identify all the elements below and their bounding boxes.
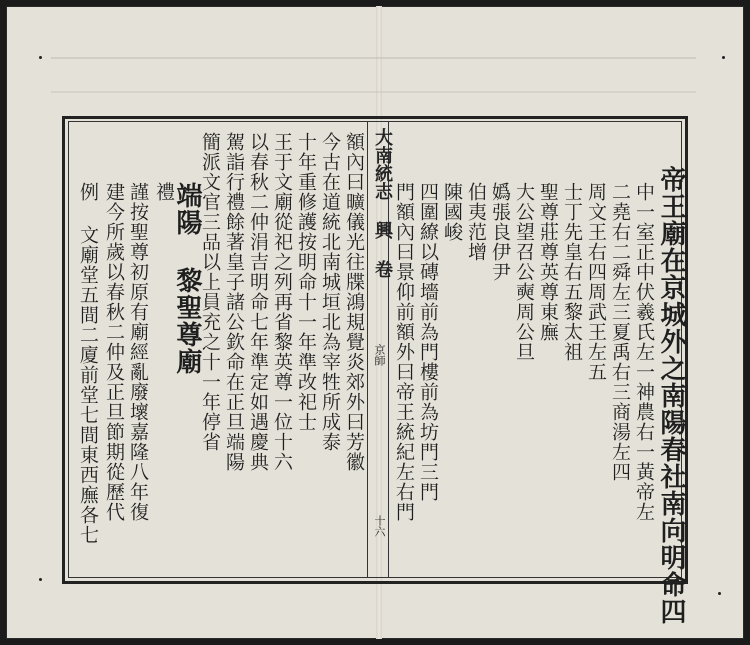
text-column: 謹按聖尊初原有廟經亂廢壞嘉隆八年復: [127, 182, 149, 522]
binding-hole-4: [718, 592, 721, 595]
text-block: [68, 121, 686, 625]
binding-hole-3: [722, 56, 725, 59]
text-column: 嬀張良伊尹: [489, 182, 511, 282]
center-band: [367, 122, 393, 577]
text-column: 以春秋二仲涓吉明命七年準定如遇慶典: [247, 132, 269, 472]
text-column: 門額內曰景仰前額外曰帝王統紀左右門: [393, 182, 415, 522]
text-column: 伯夷范增: [465, 182, 487, 262]
book-title: 大南統志 興 卷: [372, 128, 393, 278]
text-column: 例 文廟堂五間二廈前堂七間東西廡各七: [77, 182, 99, 545]
text-column: 聖尊莊尊英尊東廡: [537, 182, 559, 342]
text-column: 簡派文官三品以上員充之十一年停省: [199, 132, 221, 452]
text-column: 額內曰曠儀光往牒鴻規覺炎郊外曰芳徽: [343, 132, 365, 472]
text-column: 十年重修護按明命十一年準改祀士: [295, 132, 317, 432]
heading-column: 端陽 黎聖尊廟: [172, 182, 202, 375]
section-label: 京師: [373, 344, 386, 366]
binding-hole-1: [39, 56, 42, 59]
page-number: 十六: [373, 515, 386, 537]
text-column: 二堯右二舜左三夏禹右三商湯左四: [609, 182, 631, 482]
text-column: 建今所歲以春秋二仲及正旦節期從歷代: [103, 182, 125, 522]
text-column: 王于文廟從祀之列再省黎英尊一位十六: [271, 132, 293, 472]
text-column: 今古在道統北南城垣北為宰牲所成泰: [319, 132, 341, 452]
text-column: 禮: [153, 182, 175, 202]
text-column: 大公望召公奭周公旦: [513, 182, 535, 362]
text-column: 陳國峻: [441, 182, 463, 242]
text-column: 中一室正中伏羲氏左一神農右一黃帝左: [633, 182, 655, 522]
text-column: 四圍繚以磚墻前為門樓前為坊門三門: [417, 182, 439, 502]
heading-column: 帝王廟在京城外之南陽春社南向明命四: [656, 166, 686, 625]
text-column: 士丁先皇右五黎太祖: [561, 182, 583, 362]
binding-hole-2: [39, 578, 42, 581]
text-column: 周文王右四周武王左五: [585, 182, 607, 382]
text-column: 駕詣行禮餘著皇子諸公欽命在正旦端陽: [223, 132, 245, 472]
